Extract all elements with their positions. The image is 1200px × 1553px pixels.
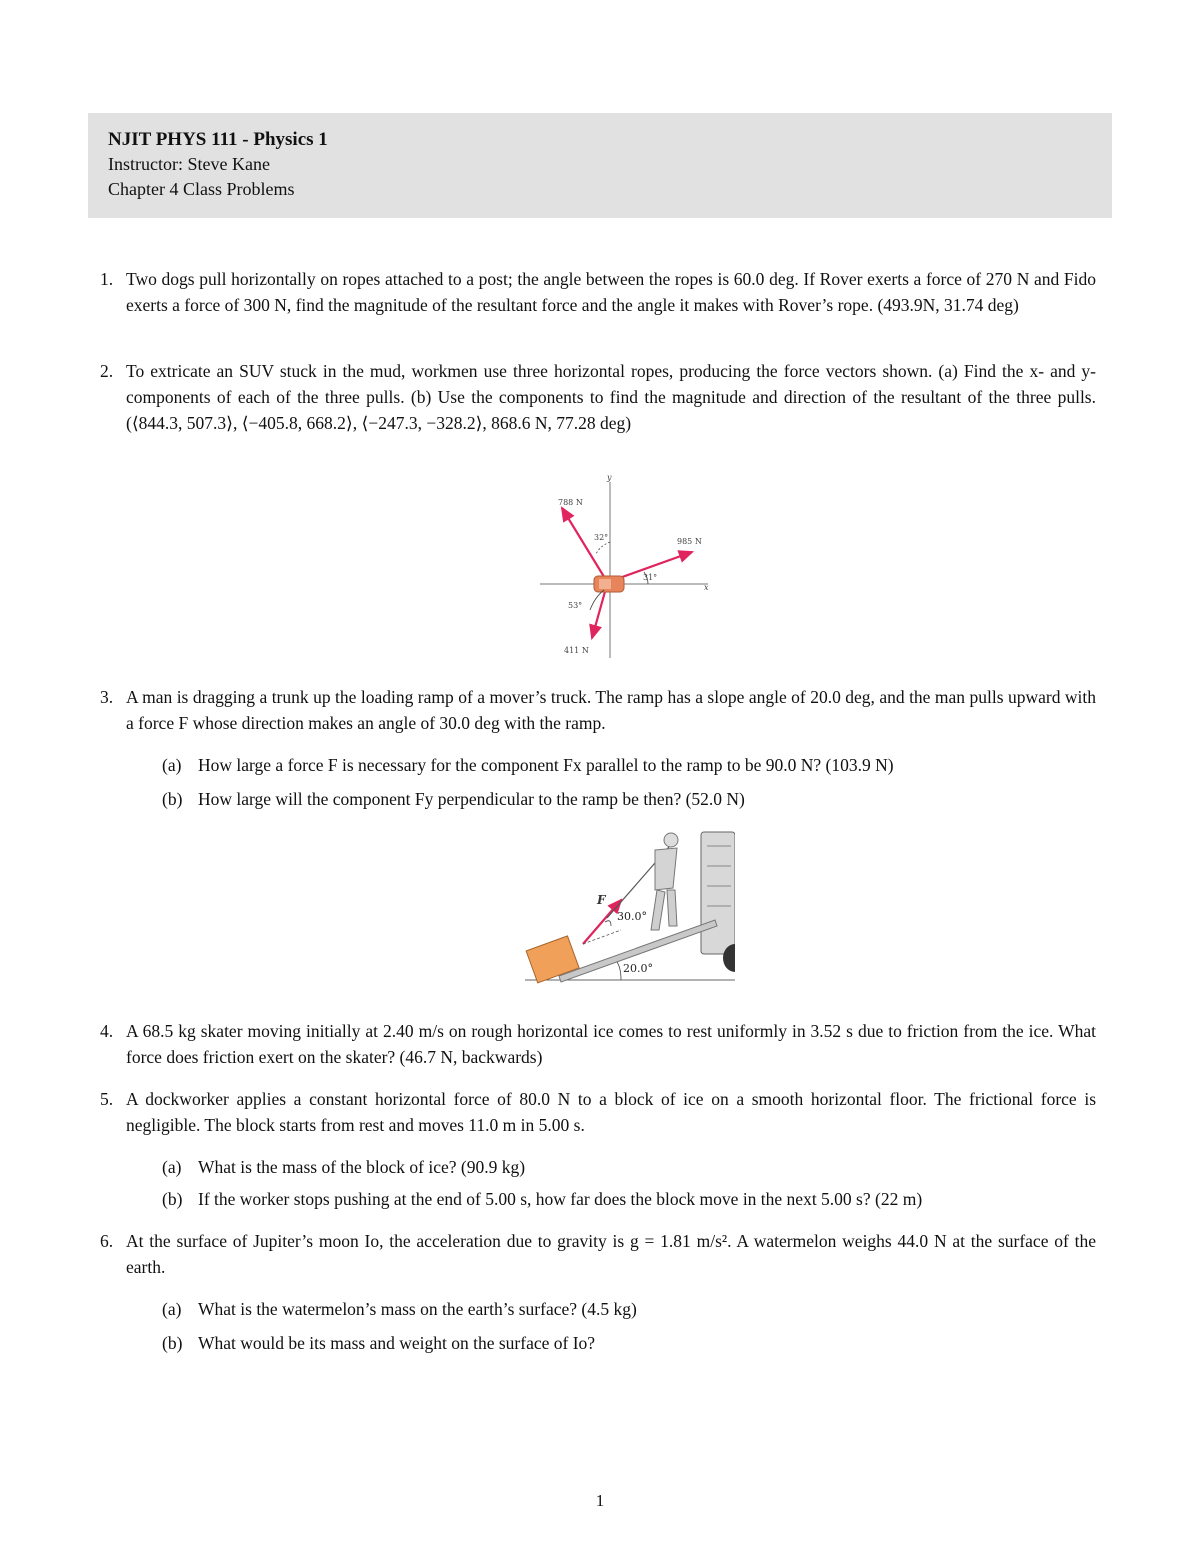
truck-body [701, 832, 735, 954]
course-title: NJIT PHYS 111 - Physics 1 [108, 129, 328, 150]
problem-number: 1. [100, 269, 114, 289]
angle-label-32: 32° [594, 533, 609, 542]
problem-text: At the surface of Jupiter’s moon Io, the acceleration due to gravity is g = 1.81 m/s². A watermelon weighs 44.0 N at the surface of the earth. [126, 1231, 1096, 1277]
problem-5 [100, 1086, 1096, 1138]
force-label-788: 788 N [558, 498, 583, 507]
y-axis-label: y [607, 473, 612, 482]
force-vector-788 [562, 508, 609, 580]
instructor-name: Instructor: Steve Kane [108, 154, 270, 174]
part-label: (a) [162, 755, 182, 775]
problem-number: 3. [100, 687, 114, 707]
part-text: How large a force F is necessary for the component Fx parallel to the ramp to be 90.0 N? (103.9 N) [198, 755, 894, 775]
part-label: (a) [162, 1299, 182, 1319]
x-axis-label: x [704, 583, 709, 592]
problem-2 [100, 358, 1096, 436]
problem-text: A dockworker applies a constant horizontal force of 80.0 N to a block of ice on a smooth horizontal floor. The frictional force is negligible. The block starts from rest and moves 11.0 m in 5.00 s. [126, 1089, 1096, 1135]
problem-4 [100, 1018, 1096, 1070]
man-figure [651, 833, 678, 930]
angle-label-53: 53° [568, 601, 583, 610]
angle-arc-force [605, 921, 611, 926]
problem-3 [100, 684, 1096, 736]
problem-text: A 68.5 kg skater moving initially at 2.40 m/s on rough horizontal ice comes to rest uniformly in 3.52 s due to friction from the ice. What force does friction exert on the skater? (46.7 N, backwards) [126, 1021, 1096, 1067]
angle-arc-32 [596, 542, 610, 554]
part-text: What would be its mass and weight on the surface of Io? [198, 1333, 596, 1353]
part-text: What is the mass of the block of ice? (90.9 kg) [198, 1157, 526, 1177]
force-label-f: F [597, 893, 606, 907]
suv-force-diagram [540, 470, 720, 660]
part-label: (b) [162, 1333, 183, 1353]
problem-text: To extricate an SUV stuck in the mud, workmen use three horizontal ropes, producing the force vectors shown. (a) Find the x- and y-components of each of the three pulls. (b) Use the components to find the magnitude and direction of the resultant of the three pulls. (⟨844.3, 507.3⟩, ⟨−405.8, 668.2⟩, ⟨−247.3, −328.2⟩, 868.6 N, 77.28 deg) [126, 361, 1096, 433]
document-header [88, 113, 1112, 218]
angle-label-ramp: 20.0° [623, 962, 653, 975]
part-label: (a) [162, 1157, 182, 1177]
part-label: (b) [162, 1189, 183, 1209]
angle-label-31: 31° [643, 573, 658, 582]
problem-1 [100, 266, 1096, 318]
part-label: (b) [162, 789, 183, 809]
part-text: What is the watermelon’s mass on the earth’s surface? (4.5 kg) [198, 1299, 637, 1319]
part-text: If the worker stops pushing at the end of 5.00 s, how far does the block move in the next 5.00 s? (22 m) [198, 1189, 923, 1209]
problem-number: 4. [100, 1021, 114, 1041]
angle-label-force: 30.0° [617, 910, 647, 923]
chapter-title: Chapter 4 Class Problems [108, 179, 295, 199]
force-label-411: 411 N [564, 646, 589, 655]
problem-6 [100, 1228, 1096, 1280]
angle-arc-ramp [617, 962, 621, 980]
problem-number: 5. [100, 1089, 114, 1109]
problem-number: 6. [100, 1231, 114, 1251]
problem-text: Two dogs pull horizontally on ropes attached to a post; the angle between the ropes is 60.0 deg. If Rover exerts a force of 270 N and Fido exerts a force of 300 N, find the magnitude of the resultant force and the angle it makes with Rover’s rope. (493.9N, 31.74 deg) [126, 269, 1096, 315]
part-text: How large will the component Fy perpendicular to the ramp be then? (52.0 N) [198, 789, 745, 809]
ramp-diagram [525, 826, 735, 992]
problem-text: A man is dragging a trunk up the loading ramp of a mover’s truck. The ramp has a slope angle of 20.0 deg, and the man pulls upward with a force F whose direction makes an angle of 30.0 deg with the ramp. [126, 687, 1096, 733]
page-number: 1 [595, 1491, 605, 1510]
force-label-985: 985 N [677, 537, 702, 546]
force-vector-411 [592, 588, 606, 638]
problem-number: 2. [100, 361, 114, 381]
suv-window [599, 579, 611, 589]
